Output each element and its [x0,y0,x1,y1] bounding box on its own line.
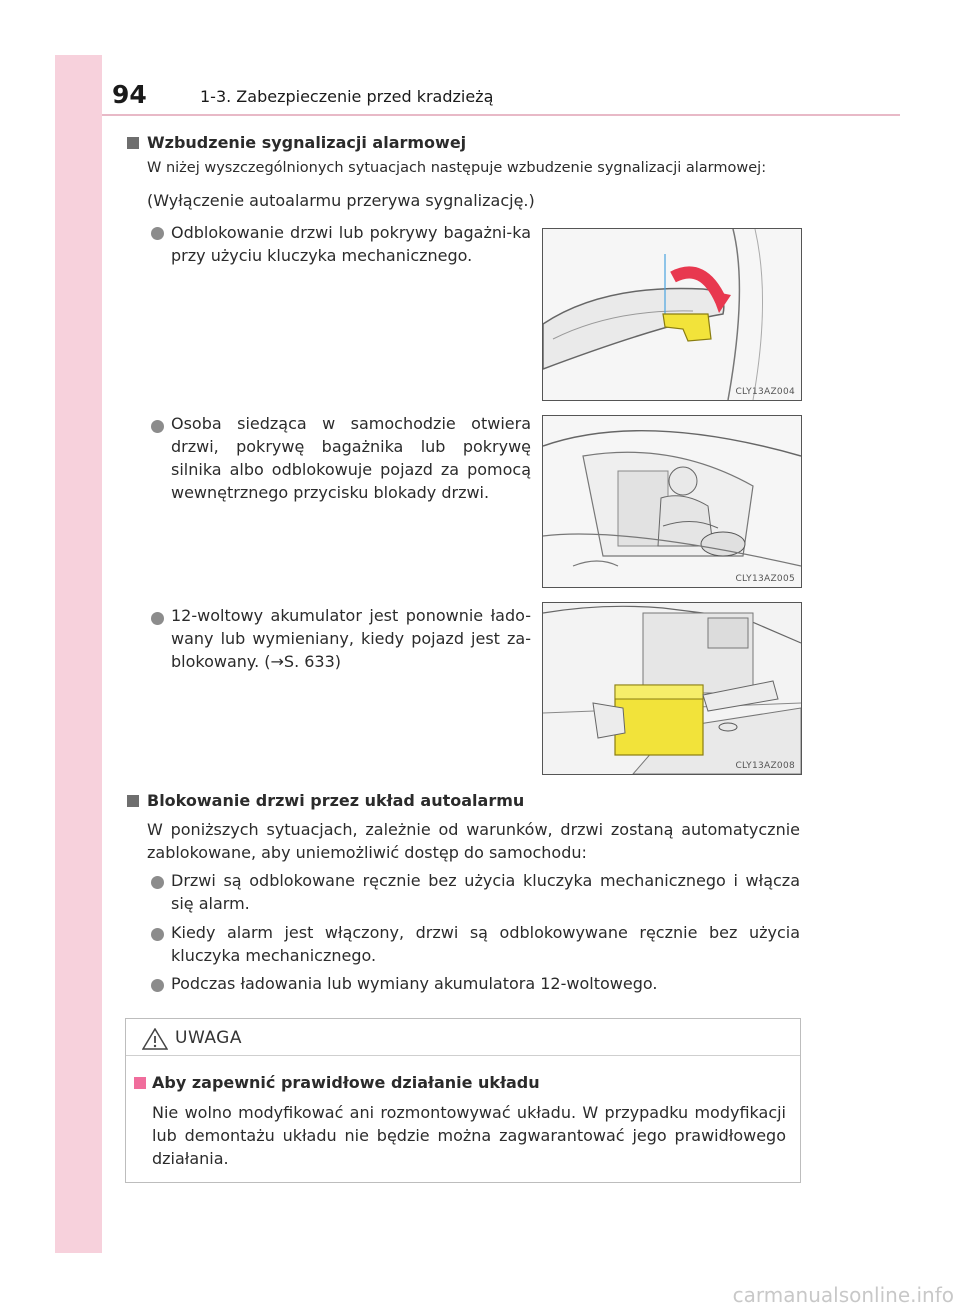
bullet-dot [151,876,164,889]
section-heading-locking: Blokowanie drzwi przez układ autoalarmu [147,791,525,810]
door-handle-illustration [543,229,801,400]
image-code: CLY13AZ008 [735,761,795,771]
left-margin-band [55,55,102,1253]
image-code: CLY13AZ004 [735,387,795,397]
battery-trunk-photo [542,602,802,775]
warning-marker-square [134,1077,146,1089]
warning-header-rule [126,1055,800,1056]
warning-text: Nie wolno modyfikować ani rozmontowywać układu. W przypadku modyfikacji lub demontażu układu nie będzie można zagwarantować jego prawidłowego działania. [152,1103,786,1168]
car-interior-illustration [543,416,801,587]
warning-triangle-icon [142,1028,168,1050]
alarm-item-1-text: Odblokowanie drzwi lub pokrywy bagażni-ka przy użyciu kluczyka mechanicznego. [171,223,531,265]
section-marker-square [127,795,139,807]
locking-item-1-text: Drzwi są odblokowane ręcznie bez użycia kluczyka mechanicznego i włącza się alarm. [171,871,800,913]
warning-box [125,1018,801,1183]
alarm-item-2-text: Osoba siedząca w samochodzie otwiera drzwi, pokrywę bagażnika lub pokrywę silnika albo odblokowuje pojazd za pomocą wewnętrznego przycisku blokady drzwi. [171,414,531,502]
locking-item-2-text: Kiedy alarm jest włączony, drzwi są odblokowywane ręcznie bez użycia kluczyka mechanicznego. [171,923,800,965]
bullet-dot [151,227,164,240]
section-title: 1-3. Zabezpieczenie przed kradzieżą [200,87,494,106]
bullet-dot [151,612,164,625]
warning-heading: Aby zapewnić prawidłowe działanie układu [152,1073,540,1092]
image-code: CLY13AZ005 [735,574,795,584]
page-number: 94 [112,80,147,109]
watermark: carmanualsonline.info [732,1283,954,1307]
section-heading-alarm: Wzbudzenie sygnalizacji alarmowej [147,133,467,152]
section-marker-square [127,137,139,149]
section-note-alarm: (Wyłączenie autoalarmu przerywa sygnalizację.) [147,191,535,210]
warning-label: UWAGA [175,1028,242,1048]
section-intro-alarm: W niżej wyszczególnionych sytuacjach następuje wzbudzenie sygnalizacji alarmowej: [147,160,767,176]
locking-item-3-text: Podczas ładowania lub wymiany akumulatora 12-woltowego. [171,974,658,993]
person-in-car-photo [542,415,802,588]
section-intro-locking: W poniższych sytuacjach, zależnie od warunków, drzwi zostaną automatycznie zablokowane, aby uniemożliwić dostęp do samochodu: [147,820,800,862]
battery-illustration [543,603,801,774]
header-rule [102,114,900,116]
bullet-dot [151,979,164,992]
door-key-photo [542,228,802,401]
bullet-dot [151,928,164,941]
alarm-item-3-text: 12-woltowy akumulator jest ponownie łado-wany lub wymieniany, kiedy pojazd jest za-blokowany. (→S. 633) [171,606,531,671]
bullet-dot [151,420,164,433]
